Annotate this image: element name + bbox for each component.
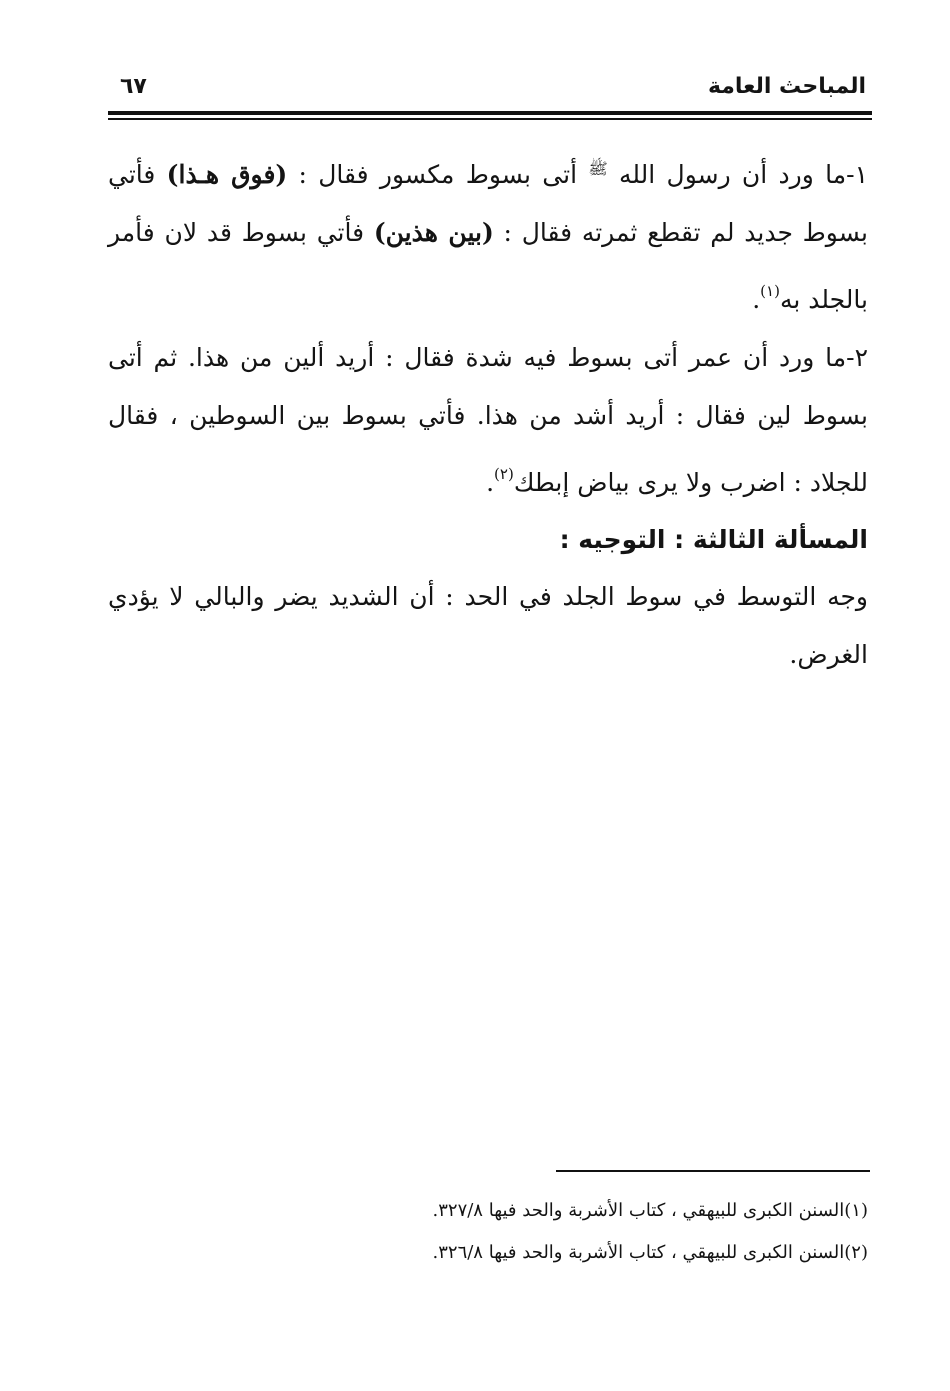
main-text [108,140,868,684]
header-rule-thick [108,111,872,115]
paragraph-3: وجه التوسط في سوط الجلد في الحد : أن الشديد يضر والبالي لا يؤدي الغرض. [108,582,868,669]
footnote-ref: (٢) [494,465,514,483]
quoted-phrase: (بين هذين) [373,218,494,247]
footnote-2: (٢)السنن الكبرى للبيهقي ، كتاب الأشربة والحد فيها ٣٢٦/٨. [432,1242,868,1263]
footnote-1: (١)السنن الكبرى للبيهقي ، كتاب الأشربة والحد فيها ٣٢٧/٨. [432,1200,868,1221]
page-number: ٦٧ [120,74,147,99]
chapter-title: المباحث العامة [707,74,866,99]
honorific-mark: ﷺ [588,159,608,178]
item-number: ١- [846,160,869,189]
quoted-phrase: (فوق هـذا) [166,160,288,189]
footnotes [108,1190,868,1274]
footnote-separator [556,1170,870,1172]
item-number: ٢- [846,343,868,372]
paragraph-2: ٢-ما ورد أن عمر أتى بسوط فيه شدة فقال : أريد ألين من هذا. ثم أتى بسوط لين فقال : أريد أشد من هذا. فأتي بسوط بين السوطين ، فقال للجلاد : اضرب ولا يرى بياض إبطك$^{(٢)}$. [108,343,868,497]
running-header [108,70,866,110]
header-rule-thin [108,118,872,120]
paragraph-1: ١-ما ورد أن رسول الله $^ﷺ$ أتى بسوط مكسور فقال : (فوق هـذا) فأتي بسوط جديد لم تقطع ثمرته فقال : (بين هذين) فأتي بسوط قد لان فأمر بالجلد به$^{(١)}$. [108,159,869,314]
section-heading: المسألة الثالثة : التوجيه : [559,525,868,554]
footnote-ref: (١) [760,282,780,300]
